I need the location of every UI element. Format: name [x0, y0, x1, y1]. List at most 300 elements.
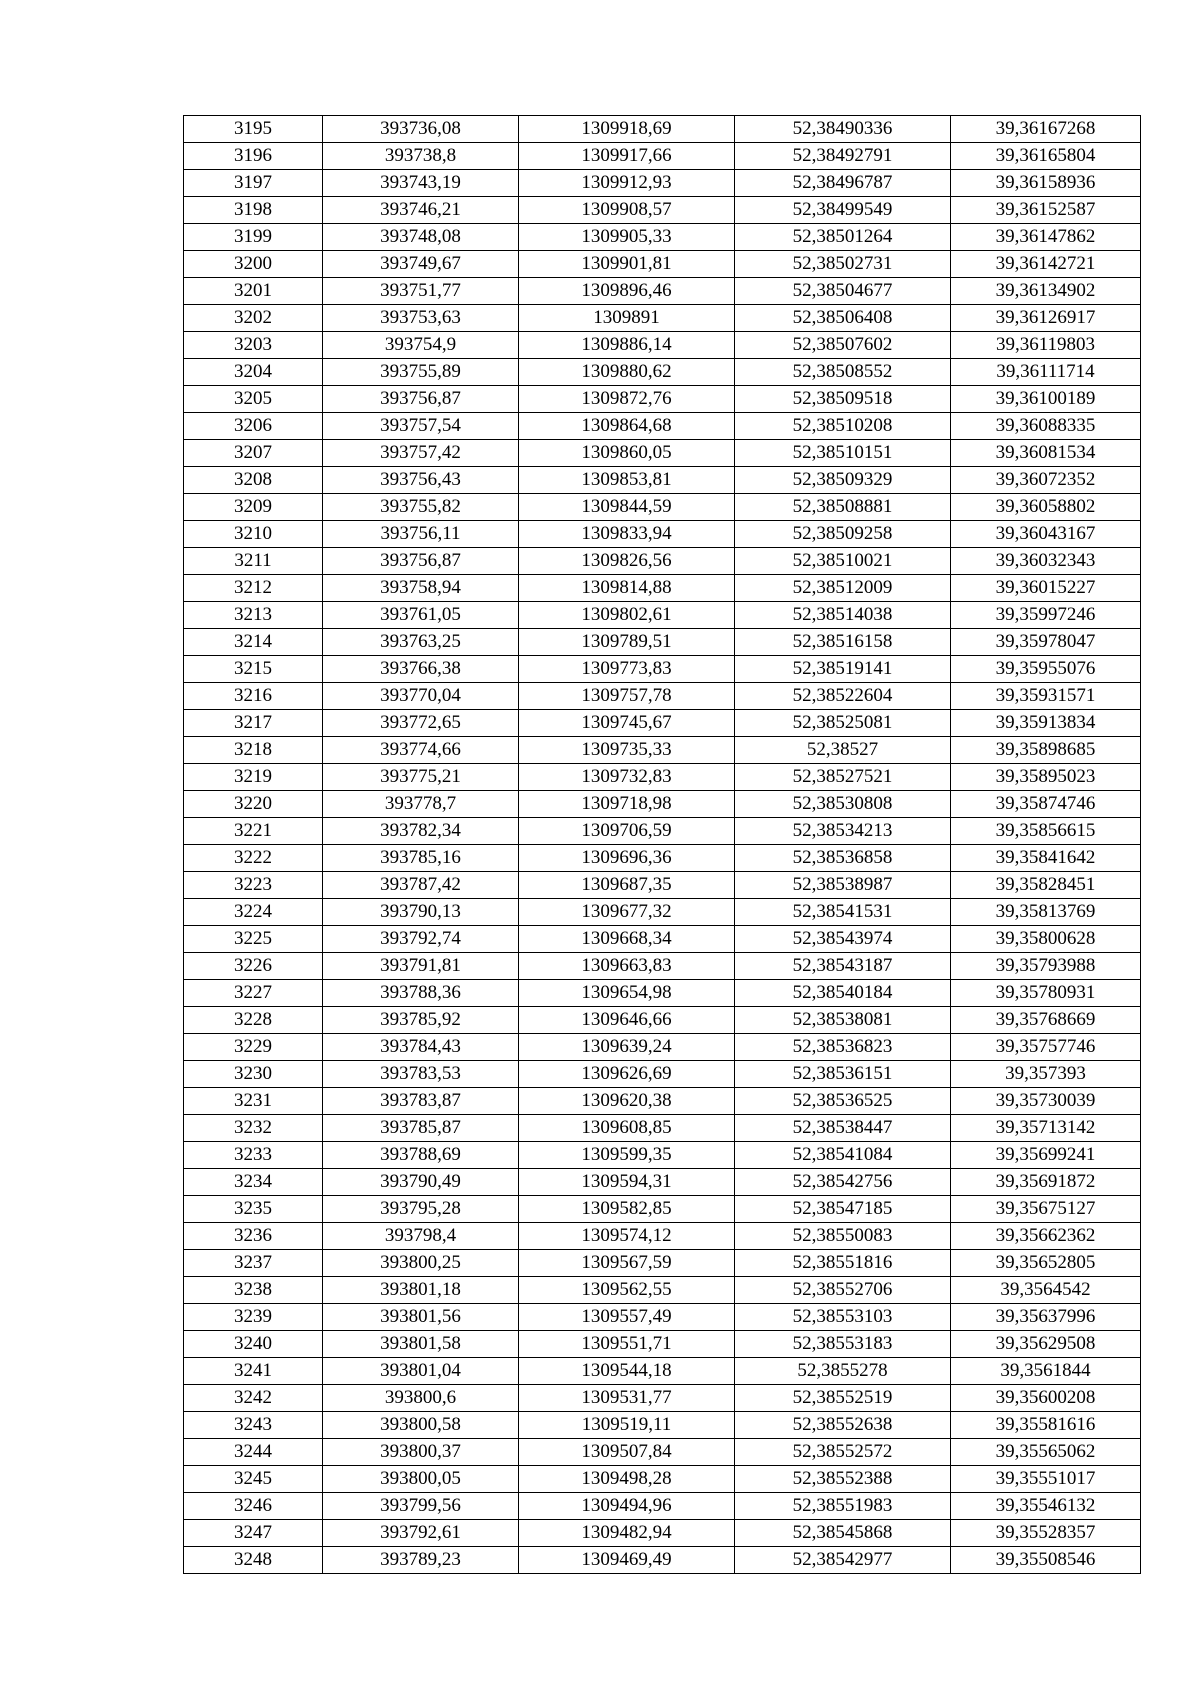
- point-number-cell: 3226: [184, 953, 323, 980]
- table-row: [184, 467, 1141, 494]
- latitude-cell: 52,38553183: [735, 1331, 951, 1358]
- table-row: [184, 224, 1141, 251]
- latitude-cell: 52,38542977: [735, 1547, 951, 1574]
- y-coordinate-cell: 1309917,66: [519, 143, 735, 170]
- latitude-cell: 52,38552388: [735, 1466, 951, 1493]
- longitude-cell: 39,35813769: [951, 899, 1141, 926]
- longitude-cell: 39,3561844: [951, 1358, 1141, 1385]
- longitude-cell: 39,35528357: [951, 1520, 1141, 1547]
- y-coordinate-cell: 1309567,59: [519, 1250, 735, 1277]
- y-coordinate-cell: 1309469,49: [519, 1547, 735, 1574]
- x-coordinate-cell: 393801,58: [323, 1331, 519, 1358]
- latitude-cell: 52,38530808: [735, 791, 951, 818]
- latitude-cell: 52,38536525: [735, 1088, 951, 1115]
- y-coordinate-cell: 1309908,57: [519, 197, 735, 224]
- point-number-cell: 3210: [184, 521, 323, 548]
- y-coordinate-cell: 1309639,24: [519, 1034, 735, 1061]
- y-coordinate-cell: 1309745,67: [519, 710, 735, 737]
- x-coordinate-cell: 393775,21: [323, 764, 519, 791]
- y-coordinate-cell: 1309732,83: [519, 764, 735, 791]
- x-coordinate-cell: 393801,04: [323, 1358, 519, 1385]
- y-coordinate-cell: 1309482,94: [519, 1520, 735, 1547]
- point-number-cell: 3247: [184, 1520, 323, 1547]
- table-row: [184, 764, 1141, 791]
- table-row: [184, 1358, 1141, 1385]
- y-coordinate-cell: 1309646,66: [519, 1007, 735, 1034]
- point-number-cell: 3237: [184, 1250, 323, 1277]
- latitude-cell: 52,38492791: [735, 143, 951, 170]
- latitude-cell: 52,38551983: [735, 1493, 951, 1520]
- longitude-cell: 39,35675127: [951, 1196, 1141, 1223]
- y-coordinate-cell: 1309802,61: [519, 602, 735, 629]
- table-row: [184, 629, 1141, 656]
- longitude-cell: 39,35730039: [951, 1088, 1141, 1115]
- longitude-cell: 39,36126917: [951, 305, 1141, 332]
- point-number-cell: 3208: [184, 467, 323, 494]
- point-number-cell: 3217: [184, 710, 323, 737]
- x-coordinate-cell: 393755,89: [323, 359, 519, 386]
- x-coordinate-cell: 393788,36: [323, 980, 519, 1007]
- y-coordinate-cell: 1309531,77: [519, 1385, 735, 1412]
- table-row: [184, 1439, 1141, 1466]
- longitude-cell: 39,35955076: [951, 656, 1141, 683]
- table-row: [184, 494, 1141, 521]
- table-row: [184, 1061, 1141, 1088]
- table-row: [184, 1547, 1141, 1574]
- longitude-cell: 39,35768669: [951, 1007, 1141, 1034]
- point-number-cell: 3236: [184, 1223, 323, 1250]
- latitude-cell: 52,38545868: [735, 1520, 951, 1547]
- latitude-cell: 52,38538447: [735, 1115, 951, 1142]
- y-coordinate-cell: 1309912,93: [519, 170, 735, 197]
- coordinates-table-body: [184, 116, 1141, 1574]
- point-number-cell: 3199: [184, 224, 323, 251]
- point-number-cell: 3239: [184, 1304, 323, 1331]
- longitude-cell: 39,36111714: [951, 359, 1141, 386]
- x-coordinate-cell: 393785,16: [323, 845, 519, 872]
- x-coordinate-cell: 393800,6: [323, 1385, 519, 1412]
- x-coordinate-cell: 393798,4: [323, 1223, 519, 1250]
- y-coordinate-cell: 1309814,88: [519, 575, 735, 602]
- table-row: [184, 332, 1141, 359]
- point-number-cell: 3231: [184, 1088, 323, 1115]
- point-number-cell: 3216: [184, 683, 323, 710]
- longitude-cell: 39,35551017: [951, 1466, 1141, 1493]
- latitude-cell: 52,38543187: [735, 953, 951, 980]
- x-coordinate-cell: 393774,66: [323, 737, 519, 764]
- longitude-cell: 39,35898685: [951, 737, 1141, 764]
- point-number-cell: 3221: [184, 818, 323, 845]
- latitude-cell: 52,38551816: [735, 1250, 951, 1277]
- point-number-cell: 3229: [184, 1034, 323, 1061]
- x-coordinate-cell: 393753,63: [323, 305, 519, 332]
- longitude-cell: 39,35713142: [951, 1115, 1141, 1142]
- point-number-cell: 3203: [184, 332, 323, 359]
- table-row: [184, 359, 1141, 386]
- table-row: [184, 1493, 1141, 1520]
- latitude-cell: 52,38510208: [735, 413, 951, 440]
- longitude-cell: 39,36165804: [951, 143, 1141, 170]
- table-row: [184, 305, 1141, 332]
- longitude-cell: 39,36032343: [951, 548, 1141, 575]
- longitude-cell: 39,35997246: [951, 602, 1141, 629]
- y-coordinate-cell: 1309687,35: [519, 872, 735, 899]
- latitude-cell: 52,38514038: [735, 602, 951, 629]
- x-coordinate-cell: 393736,08: [323, 116, 519, 143]
- latitude-cell: 52,38552706: [735, 1277, 951, 1304]
- table-row: [184, 521, 1141, 548]
- point-number-cell: 3215: [184, 656, 323, 683]
- y-coordinate-cell: 1309620,38: [519, 1088, 735, 1115]
- longitude-cell: 39,3564542: [951, 1277, 1141, 1304]
- x-coordinate-cell: 393756,87: [323, 386, 519, 413]
- point-number-cell: 3213: [184, 602, 323, 629]
- x-coordinate-cell: 393755,82: [323, 494, 519, 521]
- latitude-cell: 52,38550083: [735, 1223, 951, 1250]
- y-coordinate-cell: 1309706,59: [519, 818, 735, 845]
- latitude-cell: 52,38508881: [735, 494, 951, 521]
- point-number-cell: 3214: [184, 629, 323, 656]
- x-coordinate-cell: 393787,42: [323, 872, 519, 899]
- y-coordinate-cell: 1309905,33: [519, 224, 735, 251]
- y-coordinate-cell: 1309507,84: [519, 1439, 735, 1466]
- table-row: [184, 1007, 1141, 1034]
- y-coordinate-cell: 1309677,32: [519, 899, 735, 926]
- table-row: [184, 980, 1141, 1007]
- x-coordinate-cell: 393782,34: [323, 818, 519, 845]
- table-row: [184, 737, 1141, 764]
- point-number-cell: 3197: [184, 170, 323, 197]
- table-row: [184, 386, 1141, 413]
- longitude-cell: 39,35662362: [951, 1223, 1141, 1250]
- longitude-cell: 39,35874746: [951, 791, 1141, 818]
- latitude-cell: 52,38525081: [735, 710, 951, 737]
- latitude-cell: 52,3855278: [735, 1358, 951, 1385]
- point-number-cell: 3225: [184, 926, 323, 953]
- y-coordinate-cell: 1309557,49: [519, 1304, 735, 1331]
- x-coordinate-cell: 393751,77: [323, 278, 519, 305]
- x-coordinate-cell: 393800,25: [323, 1250, 519, 1277]
- table-row: [184, 872, 1141, 899]
- x-coordinate-cell: 393801,18: [323, 1277, 519, 1304]
- x-coordinate-cell: 393800,58: [323, 1412, 519, 1439]
- y-coordinate-cell: 1309853,81: [519, 467, 735, 494]
- y-coordinate-cell: 1309735,33: [519, 737, 735, 764]
- point-number-cell: 3238: [184, 1277, 323, 1304]
- table-row: [184, 602, 1141, 629]
- table-row: [184, 116, 1141, 143]
- point-number-cell: 3222: [184, 845, 323, 872]
- point-number-cell: 3230: [184, 1061, 323, 1088]
- longitude-cell: 39,36147862: [951, 224, 1141, 251]
- x-coordinate-cell: 393789,23: [323, 1547, 519, 1574]
- y-coordinate-cell: 1309696,36: [519, 845, 735, 872]
- longitude-cell: 39,36015227: [951, 575, 1141, 602]
- latitude-cell: 52,38542756: [735, 1169, 951, 1196]
- x-coordinate-cell: 393756,43: [323, 467, 519, 494]
- latitude-cell: 52,38552519: [735, 1385, 951, 1412]
- y-coordinate-cell: 1309773,83: [519, 656, 735, 683]
- x-coordinate-cell: 393791,81: [323, 953, 519, 980]
- y-coordinate-cell: 1309901,81: [519, 251, 735, 278]
- latitude-cell: 52,38509329: [735, 467, 951, 494]
- longitude-cell: 39,35581616: [951, 1412, 1141, 1439]
- x-coordinate-cell: 393754,9: [323, 332, 519, 359]
- y-coordinate-cell: 1309880,62: [519, 359, 735, 386]
- y-coordinate-cell: 1309654,98: [519, 980, 735, 1007]
- table-row: [184, 143, 1141, 170]
- point-number-cell: 3212: [184, 575, 323, 602]
- point-number-cell: 3211: [184, 548, 323, 575]
- longitude-cell: 39,36058802: [951, 494, 1141, 521]
- longitude-cell: 39,36142721: [951, 251, 1141, 278]
- x-coordinate-cell: 393756,11: [323, 521, 519, 548]
- table-row: [184, 1466, 1141, 1493]
- table-row: [184, 1196, 1141, 1223]
- latitude-cell: 52,38543974: [735, 926, 951, 953]
- latitude-cell: 52,38553103: [735, 1304, 951, 1331]
- latitude-cell: 52,38509518: [735, 386, 951, 413]
- table-row: [184, 440, 1141, 467]
- y-coordinate-cell: 1309544,18: [519, 1358, 735, 1385]
- point-number-cell: 3246: [184, 1493, 323, 1520]
- longitude-cell: 39,35691872: [951, 1169, 1141, 1196]
- x-coordinate-cell: 393757,54: [323, 413, 519, 440]
- longitude-cell: 39,35828451: [951, 872, 1141, 899]
- y-coordinate-cell: 1309789,51: [519, 629, 735, 656]
- table-row: [184, 1115, 1141, 1142]
- x-coordinate-cell: 393792,61: [323, 1520, 519, 1547]
- x-coordinate-cell: 393790,49: [323, 1169, 519, 1196]
- latitude-cell: 52,38547185: [735, 1196, 951, 1223]
- y-coordinate-cell: 1309494,96: [519, 1493, 735, 1520]
- latitude-cell: 52,38506408: [735, 305, 951, 332]
- x-coordinate-cell: 393743,19: [323, 170, 519, 197]
- longitude-cell: 39,35757746: [951, 1034, 1141, 1061]
- point-number-cell: 3209: [184, 494, 323, 521]
- x-coordinate-cell: 393749,67: [323, 251, 519, 278]
- table-row: [184, 1277, 1141, 1304]
- latitude-cell: 52,38541531: [735, 899, 951, 926]
- point-number-cell: 3198: [184, 197, 323, 224]
- table-row: [184, 251, 1141, 278]
- y-coordinate-cell: 1309551,71: [519, 1331, 735, 1358]
- table-row: [184, 548, 1141, 575]
- coordinates-table: [183, 115, 1141, 1574]
- point-number-cell: 3196: [184, 143, 323, 170]
- point-number-cell: 3233: [184, 1142, 323, 1169]
- y-coordinate-cell: 1309844,59: [519, 494, 735, 521]
- point-number-cell: 3228: [184, 1007, 323, 1034]
- longitude-cell: 39,36081534: [951, 440, 1141, 467]
- y-coordinate-cell: 1309519,11: [519, 1412, 735, 1439]
- y-coordinate-cell: 1309668,34: [519, 926, 735, 953]
- longitude-cell: 39,36100189: [951, 386, 1141, 413]
- x-coordinate-cell: 393757,42: [323, 440, 519, 467]
- point-number-cell: 3245: [184, 1466, 323, 1493]
- longitude-cell: 39,35600208: [951, 1385, 1141, 1412]
- point-number-cell: 3243: [184, 1412, 323, 1439]
- point-number-cell: 3240: [184, 1331, 323, 1358]
- point-number-cell: 3227: [184, 980, 323, 1007]
- y-coordinate-cell: 1309896,46: [519, 278, 735, 305]
- x-coordinate-cell: 393748,08: [323, 224, 519, 251]
- longitude-cell: 39,35895023: [951, 764, 1141, 791]
- x-coordinate-cell: 393758,94: [323, 575, 519, 602]
- x-coordinate-cell: 393766,38: [323, 656, 519, 683]
- y-coordinate-cell: 1309498,28: [519, 1466, 735, 1493]
- longitude-cell: 39,36158936: [951, 170, 1141, 197]
- longitude-cell: 39,35637996: [951, 1304, 1141, 1331]
- point-number-cell: 3207: [184, 440, 323, 467]
- longitude-cell: 39,35841642: [951, 845, 1141, 872]
- table-row: [184, 683, 1141, 710]
- longitude-cell: 39,35565062: [951, 1439, 1141, 1466]
- table-row: [184, 1169, 1141, 1196]
- point-number-cell: 3234: [184, 1169, 323, 1196]
- x-coordinate-cell: 393788,69: [323, 1142, 519, 1169]
- y-coordinate-cell: 1309608,85: [519, 1115, 735, 1142]
- table-row: [184, 926, 1141, 953]
- y-coordinate-cell: 1309562,55: [519, 1277, 735, 1304]
- latitude-cell: 52,38501264: [735, 224, 951, 251]
- latitude-cell: 52,38510151: [735, 440, 951, 467]
- y-coordinate-cell: 1309594,31: [519, 1169, 735, 1196]
- table-row: [184, 278, 1141, 305]
- latitude-cell: 52,38540184: [735, 980, 951, 1007]
- latitude-cell: 52,38536858: [735, 845, 951, 872]
- latitude-cell: 52,38534213: [735, 818, 951, 845]
- y-coordinate-cell: 1309718,98: [519, 791, 735, 818]
- table-row: [184, 1223, 1141, 1250]
- x-coordinate-cell: 393790,13: [323, 899, 519, 926]
- point-number-cell: 3248: [184, 1547, 323, 1574]
- y-coordinate-cell: 1309833,94: [519, 521, 735, 548]
- longitude-cell: 39,35931571: [951, 683, 1141, 710]
- x-coordinate-cell: 393756,87: [323, 548, 519, 575]
- longitude-cell: 39,36072352: [951, 467, 1141, 494]
- x-coordinate-cell: 393783,87: [323, 1088, 519, 1115]
- longitude-cell: 39,357393: [951, 1061, 1141, 1088]
- x-coordinate-cell: 393770,04: [323, 683, 519, 710]
- point-number-cell: 3223: [184, 872, 323, 899]
- table-row: [184, 818, 1141, 845]
- latitude-cell: 52,38496787: [735, 170, 951, 197]
- point-number-cell: 3200: [184, 251, 323, 278]
- point-number-cell: 3241: [184, 1358, 323, 1385]
- point-number-cell: 3219: [184, 764, 323, 791]
- y-coordinate-cell: 1309599,35: [519, 1142, 735, 1169]
- longitude-cell: 39,36043167: [951, 521, 1141, 548]
- longitude-cell: 39,36167268: [951, 116, 1141, 143]
- longitude-cell: 39,36152587: [951, 197, 1141, 224]
- longitude-cell: 39,35508546: [951, 1547, 1141, 1574]
- longitude-cell: 39,35699241: [951, 1142, 1141, 1169]
- x-coordinate-cell: 393784,43: [323, 1034, 519, 1061]
- x-coordinate-cell: 393801,56: [323, 1304, 519, 1331]
- latitude-cell: 52,38522604: [735, 683, 951, 710]
- longitude-cell: 39,36119803: [951, 332, 1141, 359]
- latitude-cell: 52,38552638: [735, 1412, 951, 1439]
- latitude-cell: 52,38490336: [735, 116, 951, 143]
- table-row: [184, 1520, 1141, 1547]
- longitude-cell: 39,35800628: [951, 926, 1141, 953]
- latitude-cell: 52,38499549: [735, 197, 951, 224]
- longitude-cell: 39,36134902: [951, 278, 1141, 305]
- table-row: [184, 710, 1141, 737]
- table-row: [184, 1385, 1141, 1412]
- longitude-cell: 39,35913834: [951, 710, 1141, 737]
- point-number-cell: 3232: [184, 1115, 323, 1142]
- x-coordinate-cell: 393738,8: [323, 143, 519, 170]
- latitude-cell: 52,38541084: [735, 1142, 951, 1169]
- latitude-cell: 52,38527: [735, 737, 951, 764]
- latitude-cell: 52,38552572: [735, 1439, 951, 1466]
- longitude-cell: 39,35629508: [951, 1331, 1141, 1358]
- longitude-cell: 39,35856615: [951, 818, 1141, 845]
- table-row: [184, 197, 1141, 224]
- table-row: [184, 1088, 1141, 1115]
- x-coordinate-cell: 393763,25: [323, 629, 519, 656]
- y-coordinate-cell: 1309574,12: [519, 1223, 735, 1250]
- x-coordinate-cell: 393792,74: [323, 926, 519, 953]
- table-row: [184, 1034, 1141, 1061]
- y-coordinate-cell: 1309860,05: [519, 440, 735, 467]
- table-row: [184, 791, 1141, 818]
- point-number-cell: 3244: [184, 1439, 323, 1466]
- latitude-cell: 52,38516158: [735, 629, 951, 656]
- y-coordinate-cell: 1309891: [519, 305, 735, 332]
- table-row: [184, 899, 1141, 926]
- latitude-cell: 52,38538987: [735, 872, 951, 899]
- longitude-cell: 39,35652805: [951, 1250, 1141, 1277]
- longitude-cell: 39,35978047: [951, 629, 1141, 656]
- x-coordinate-cell: 393783,53: [323, 1061, 519, 1088]
- x-coordinate-cell: 393800,05: [323, 1466, 519, 1493]
- point-number-cell: 3204: [184, 359, 323, 386]
- x-coordinate-cell: 393785,87: [323, 1115, 519, 1142]
- x-coordinate-cell: 393800,37: [323, 1439, 519, 1466]
- latitude-cell: 52,38509258: [735, 521, 951, 548]
- latitude-cell: 52,38538081: [735, 1007, 951, 1034]
- point-number-cell: 3206: [184, 413, 323, 440]
- latitude-cell: 52,38519141: [735, 656, 951, 683]
- x-coordinate-cell: 393746,21: [323, 197, 519, 224]
- point-number-cell: 3201: [184, 278, 323, 305]
- y-coordinate-cell: 1309886,14: [519, 332, 735, 359]
- x-coordinate-cell: 393761,05: [323, 602, 519, 629]
- longitude-cell: 39,35793988: [951, 953, 1141, 980]
- table-row: [184, 413, 1141, 440]
- latitude-cell: 52,38508552: [735, 359, 951, 386]
- y-coordinate-cell: 1309582,85: [519, 1196, 735, 1223]
- y-coordinate-cell: 1309918,69: [519, 116, 735, 143]
- latitude-cell: 52,38507602: [735, 332, 951, 359]
- table-row: [184, 656, 1141, 683]
- point-number-cell: 3242: [184, 1385, 323, 1412]
- point-number-cell: 3218: [184, 737, 323, 764]
- table-row: [184, 575, 1141, 602]
- x-coordinate-cell: 393799,56: [323, 1493, 519, 1520]
- point-number-cell: 3202: [184, 305, 323, 332]
- latitude-cell: 52,38502731: [735, 251, 951, 278]
- latitude-cell: 52,38536151: [735, 1061, 951, 1088]
- x-coordinate-cell: 393778,7: [323, 791, 519, 818]
- latitude-cell: 52,38510021: [735, 548, 951, 575]
- longitude-cell: 39,36088335: [951, 413, 1141, 440]
- point-number-cell: 3235: [184, 1196, 323, 1223]
- table-row: [184, 1412, 1141, 1439]
